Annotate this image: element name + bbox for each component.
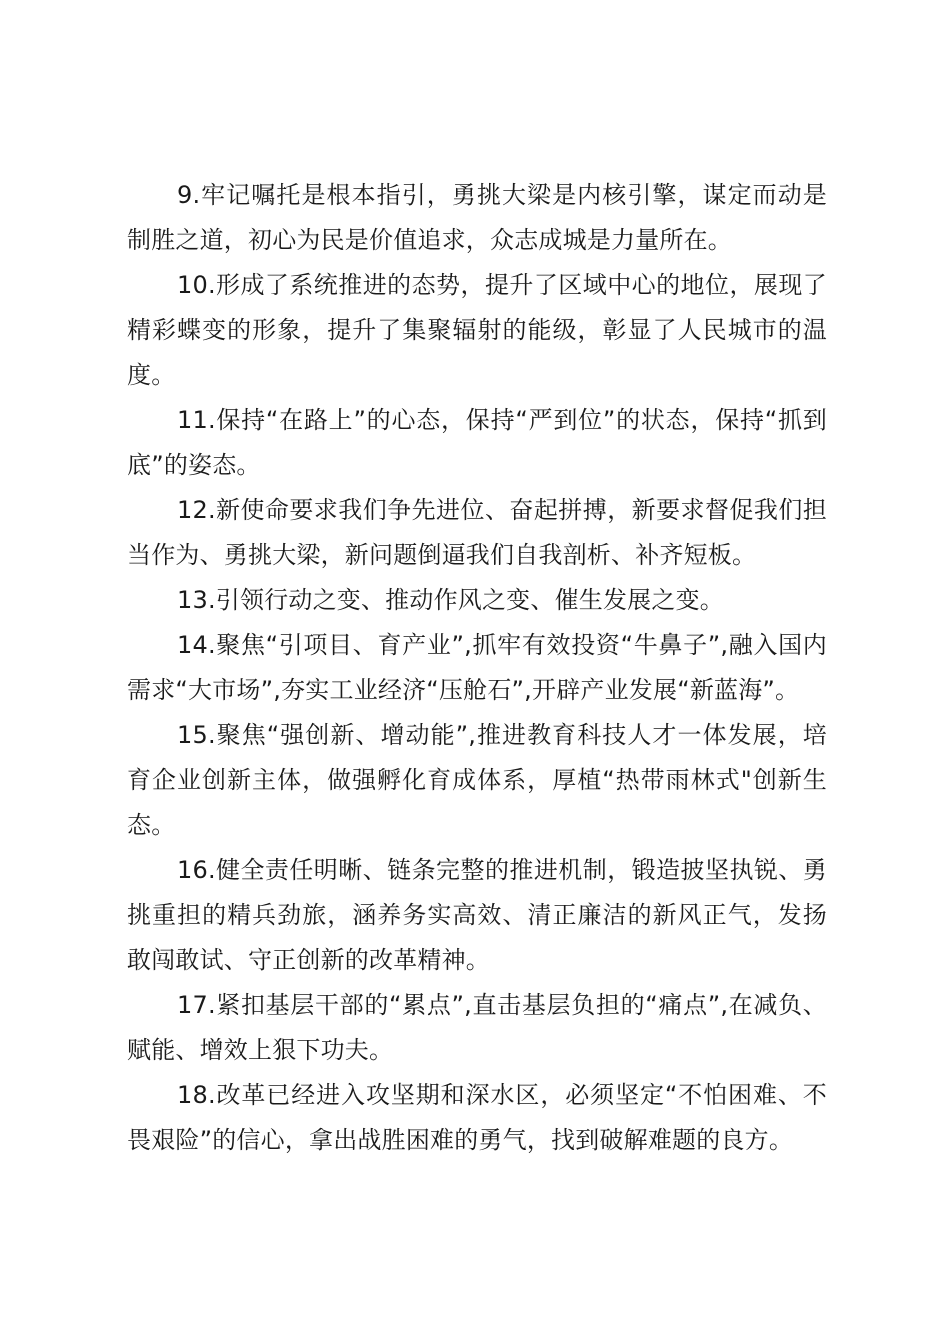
paragraph-10: 10.形成了系统推进的态势，提升了区域中心的地位，展现了精彩蝶变的形象，提升了集聚辐射的能级，彰显了人民城市的温度。	[127, 271, 827, 389]
paragraph-14: 14.聚焦“引项目、育产业”,抓牢有效投资“牛鼻子”,融入国内需求“大市场”,夯实工业经济“压舱石”,开辟产业发展“新蓝海”。	[127, 631, 827, 704]
paragraph-9: 9.牢记嘱托是根本指引，勇挑大梁是内核引擎，谋定而动是制胜之道，初心为民是价值追求，众志成城是力量所在。	[127, 181, 827, 254]
paragraph-11: 11.保持“在路上”的心态，保持“严到位”的状态，保持“抓到底”的姿态。	[127, 406, 827, 479]
paragraph-15: 15.聚焦“强创新、增动能”,推进教育科技人才一体发展，培育企业创新主体，做强孵化育成体系，厚植“热带雨林式"创新生态。	[127, 721, 827, 839]
paragraph-12: 12.新使命要求我们争先进位、奋起拼搏，新要求督促我们担当作为、勇挑大梁，新问题倒逼我们自我剖析、补齐短板。	[127, 496, 827, 569]
paragraph-13: 13.引领行动之变、推动作风之变、催生发展之变。	[177, 586, 724, 614]
paragraph-17: 17.紧扣基层干部的“累点”,直击基层负担的“痛点”,在减负、赋能、增效上狠下功夫。	[127, 991, 827, 1064]
paragraph-18: 18.改革已经进入攻坚期和深水区，必须坚定“不怕困难、不畏艰险”的信心，拿出战胜困难的勇气，找到破解难题的良方。	[127, 1081, 827, 1154]
document-body	[127, 173, 827, 1163]
paragraph-16: 16.健全责任明晰、链条完整的推进机制，锻造披坚执锐、勇挑重担的精兵劲旅，涵养务实高效、清正廉洁的新风正气，发扬敢闯敢试、守正创新的改革精神。	[127, 856, 827, 974]
